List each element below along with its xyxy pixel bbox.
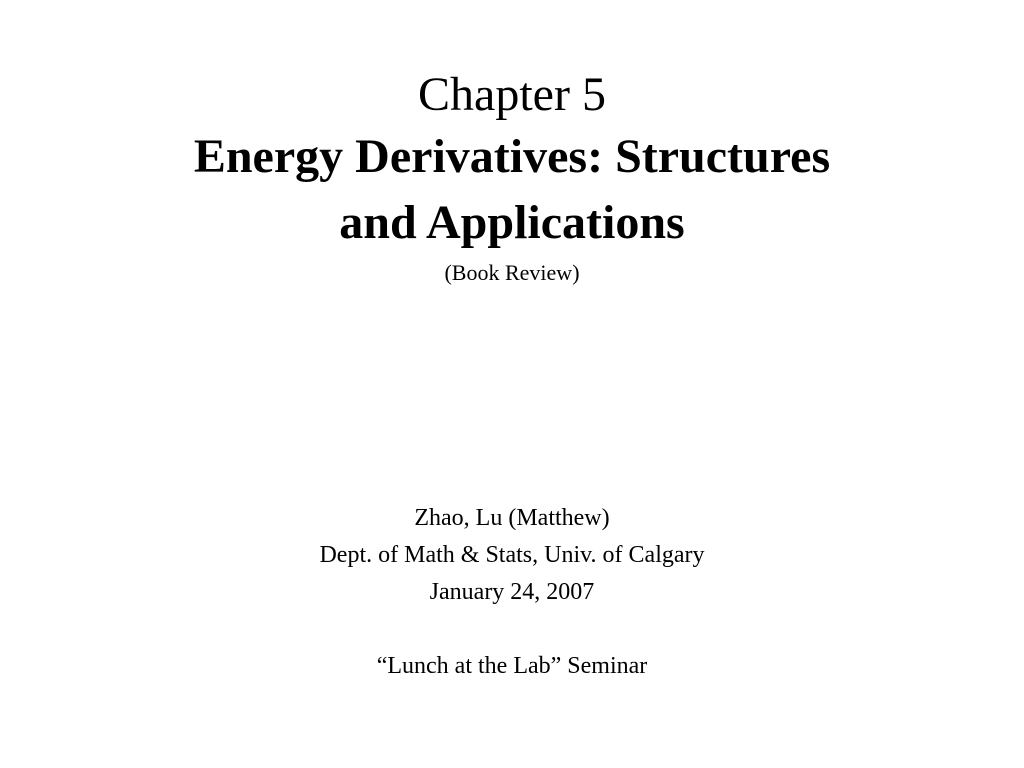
seminar-name: “Lunch at the Lab” Seminar [376,653,648,679]
slide-subtitle: (Book Review) [444,260,580,285]
slide-title-line-2: and Applications [339,196,685,249]
slide-title-line-1: Energy Derivatives: Structures [193,130,831,183]
presentation-date: January 24, 2007 [429,579,595,605]
title-block [0,66,1024,290]
author-name: Zhao, Lu (Matthew) [414,505,610,531]
spacer [0,611,1024,648]
author-block [0,500,1024,685]
chapter-heading: Chapter 5 [418,68,606,121]
author-affiliation: Dept. of Math & Stats, Univ. of Calgary [319,542,705,568]
